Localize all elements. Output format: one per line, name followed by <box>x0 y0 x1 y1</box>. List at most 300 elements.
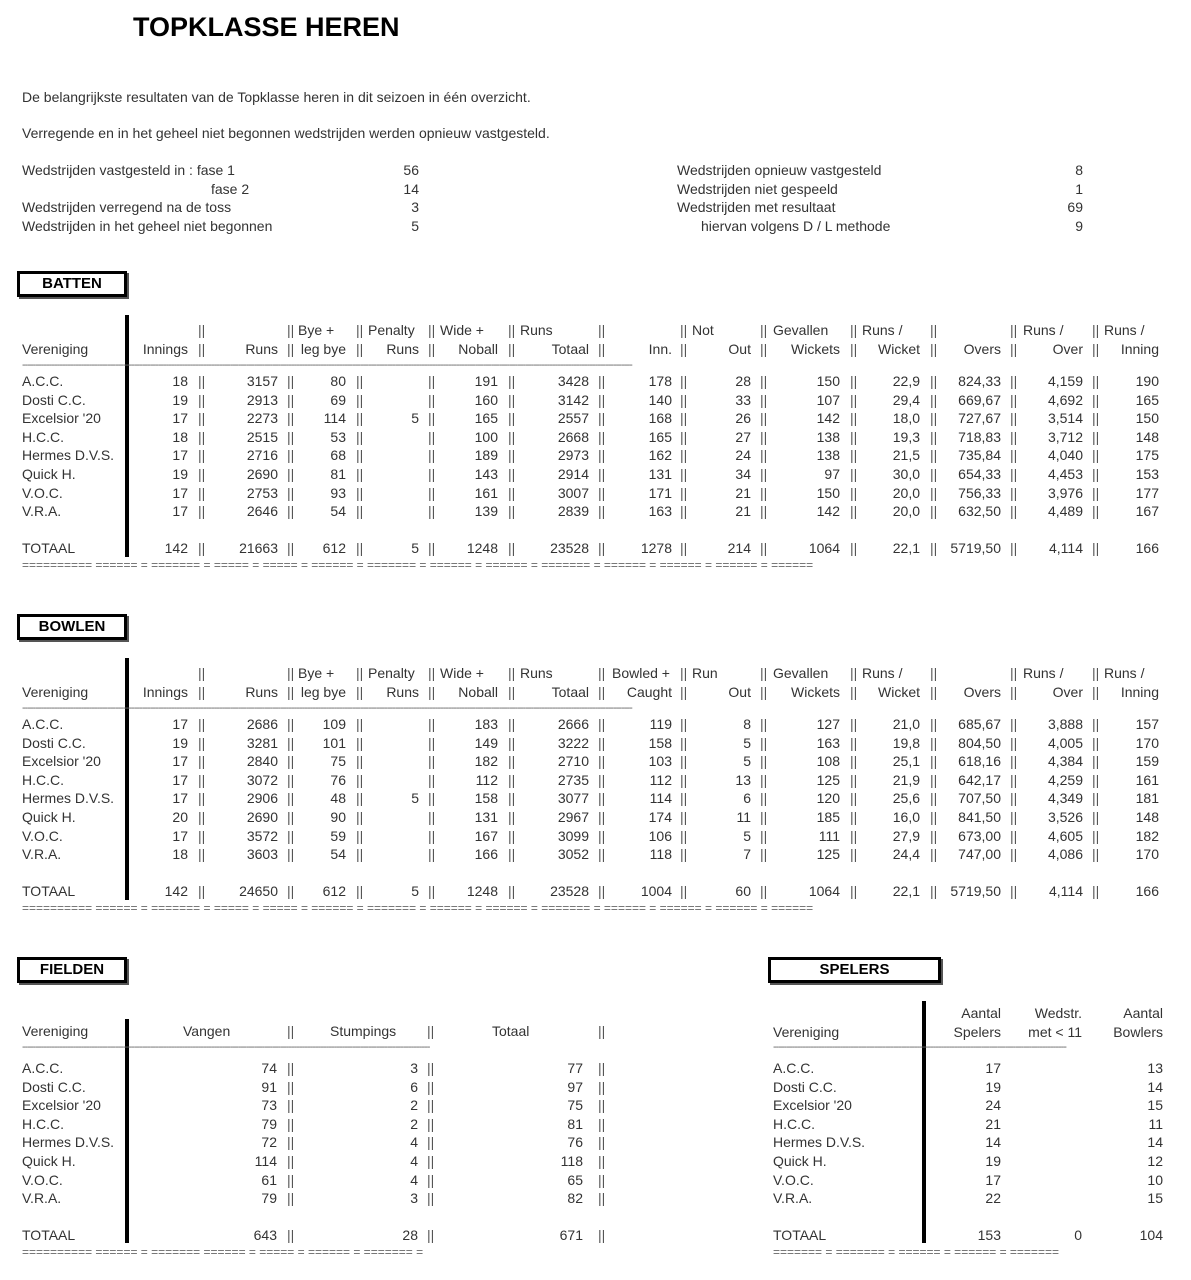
row-separator: || <box>850 809 858 825</box>
header-cell: Inning <box>1120 341 1159 357</box>
header-cell-top: Wedstr. <box>1034 1005 1082 1021</box>
row-separator: || <box>598 753 606 770</box>
table-row-value: 143 <box>474 466 498 482</box>
row-separator: || <box>598 809 606 825</box>
header-cell: Stumpings <box>330 1023 397 1039</box>
table-row-value: 20,0 <box>892 484 920 501</box>
row-separator: || <box>508 428 516 445</box>
row-separator: || <box>760 540 768 556</box>
row-separator: || <box>287 846 295 863</box>
table-row-value: 34 <box>735 466 751 482</box>
row-separator: || <box>198 883 206 899</box>
row-separator: || <box>427 1078 435 1095</box>
row-separator: || <box>287 1171 295 1188</box>
table-row-club: Excelsior '20 <box>22 1097 101 1114</box>
table-row-value: 108 <box>816 753 840 770</box>
row-separator: || <box>356 734 364 751</box>
row-separator: || <box>1010 466 1018 482</box>
stat-value: 1 <box>1075 180 1083 197</box>
header-separator: || <box>930 684 938 700</box>
row-separator: || <box>356 391 364 408</box>
table-row-value: 182 <box>474 753 498 770</box>
table-row-value: 2839 <box>557 503 589 520</box>
row-separator: || <box>598 373 606 389</box>
header-cell: Over <box>1052 341 1083 357</box>
total-row-value: 104 <box>1139 1227 1163 1243</box>
header-cell: Out <box>728 341 751 357</box>
table-row-value: 59 <box>330 827 346 844</box>
header-separator: || <box>428 684 436 700</box>
row-separator: || <box>598 1153 606 1169</box>
total-row-value: 1248 <box>466 883 498 899</box>
table-row-value: 14 <box>1147 1078 1163 1095</box>
row-separator: || <box>930 410 938 427</box>
table-row-value: 2668 <box>557 428 589 445</box>
table-row-value: 150 <box>1135 410 1159 427</box>
row-separator: || <box>427 1060 435 1076</box>
header-separator: || <box>1092 665 1100 681</box>
row-separator: || <box>598 771 606 788</box>
row-separator: || <box>680 734 688 751</box>
table-row-value: 74 <box>261 1060 277 1076</box>
row-separator: || <box>356 373 364 389</box>
table-row-value: 114 <box>254 1153 277 1169</box>
intro-line-1: De belangrijkste resultaten van de Topklasse heren in dit seizoen in één overzicht. <box>22 89 531 105</box>
row-separator: || <box>356 716 364 732</box>
table-row-club: Dosti C.C. <box>22 391 86 408</box>
table-row-club: A.C.C. <box>22 373 64 389</box>
row-separator: || <box>760 734 768 751</box>
table-row-value: 642,17 <box>958 771 1001 788</box>
table-row-value: 148 <box>1135 809 1159 825</box>
table-row-value: 161 <box>1135 771 1159 788</box>
table-row-value: 48 <box>330 790 346 807</box>
row-separator: || <box>680 827 688 844</box>
row-separator: || <box>1092 391 1100 408</box>
row-separator: || <box>198 790 206 807</box>
header-cell: Innings <box>142 684 188 700</box>
row-separator: || <box>930 846 938 863</box>
table-row-value: 747,00 <box>958 846 1001 863</box>
table-row-value: 4,040 <box>1047 447 1083 464</box>
table-row-value: 109 <box>322 716 346 732</box>
row-separator: || <box>1010 790 1018 807</box>
header-separator: || <box>930 322 938 338</box>
row-separator: || <box>287 410 295 427</box>
row-separator: || <box>930 447 938 464</box>
row-separator: || <box>680 883 688 899</box>
row-separator: || <box>508 809 516 825</box>
row-separator: || <box>428 846 436 863</box>
table-row-value: 148 <box>1135 428 1159 445</box>
row-separator: || <box>850 716 858 732</box>
stat-value: 8 <box>1075 162 1083 178</box>
total-row-value: 612 <box>322 540 346 556</box>
header-cell: Wicket <box>878 341 920 357</box>
total-row-club: TOTAAL <box>22 883 76 899</box>
total-row-value: 22,1 <box>892 540 920 556</box>
table-row-value: 119 <box>649 716 672 732</box>
row-separator: || <box>356 540 364 556</box>
table-row-value: 21,0 <box>892 716 920 732</box>
table-row-value: 18 <box>172 846 188 863</box>
row-separator: || <box>680 540 688 556</box>
table-row-value: 170 <box>1135 734 1159 751</box>
total-row-value: 1004 <box>640 883 672 899</box>
table-row-value: 30,0 <box>892 466 920 482</box>
stat-label: fase 2 <box>211 180 250 197</box>
table-row-club: Quick H. <box>22 1153 76 1169</box>
row-separator: || <box>760 410 768 427</box>
row-separator: || <box>1092 753 1100 770</box>
row-separator: || <box>1010 484 1018 501</box>
row-separator: || <box>287 466 295 482</box>
stat-label: Wedstrijden met resultaat <box>677 199 836 215</box>
row-separator: || <box>680 809 688 825</box>
table-row-value: 142 <box>816 410 840 427</box>
header-cell: Vereniging <box>22 1023 89 1039</box>
header-cell-top: Gevallen <box>773 665 829 681</box>
row-separator: || <box>198 391 206 408</box>
header-cell: Totaal <box>551 684 589 700</box>
table-row-value: 112 <box>475 771 498 788</box>
row-separator: || <box>1010 540 1018 556</box>
row-separator: || <box>930 466 938 482</box>
header-separator: || <box>287 684 295 700</box>
header-separator: || <box>850 322 858 338</box>
table-row-value: 20,0 <box>892 503 920 520</box>
row-separator: || <box>850 883 858 899</box>
table-row-value: 178 <box>648 373 672 389</box>
header-cell-top: Runs <box>520 322 553 338</box>
header-cell: Bowlers <box>1113 1024 1163 1040</box>
header-separator: || <box>1092 684 1100 700</box>
row-separator: || <box>1010 447 1018 464</box>
row-separator: || <box>850 771 858 788</box>
table-row-value: 2710 <box>557 753 589 770</box>
row-separator: || <box>598 540 606 556</box>
table-row-value: 756,33 <box>958 484 1001 501</box>
table-row-value: 131 <box>474 809 498 825</box>
table-row-club: H.C.C. <box>22 1115 64 1132</box>
row-separator: || <box>287 1190 295 1207</box>
row-separator: || <box>508 734 516 751</box>
row-separator: || <box>680 447 688 464</box>
header-separator: || <box>1010 341 1018 357</box>
row-separator: || <box>850 790 858 807</box>
table-row-value: 22 <box>985 1190 1001 1207</box>
table-row-value: 21 <box>985 1115 1001 1132</box>
row-separator: || <box>1010 373 1018 389</box>
row-separator: || <box>850 734 858 751</box>
row-separator: || <box>1092 734 1100 751</box>
table-row-value: 75 <box>330 753 346 770</box>
total-row-value: 612 <box>322 883 346 899</box>
header-cell-top: Runs / <box>1104 665 1145 681</box>
row-separator: || <box>428 410 436 427</box>
table-row-value: 68 <box>330 447 346 464</box>
row-separator: || <box>428 790 436 807</box>
table-row-value: 735,84 <box>958 447 1001 464</box>
row-separator: || <box>508 827 516 844</box>
stat-value: 56 <box>403 162 419 178</box>
table-row-value: 24 <box>985 1097 1001 1114</box>
dash-rule: -------------------------------------------------------------------------------------------------------------- <box>773 1041 1066 1053</box>
row-separator: || <box>508 771 516 788</box>
header-cell-top: Runs / <box>862 665 903 681</box>
row-separator: || <box>356 484 364 501</box>
row-separator: || <box>198 503 206 520</box>
row-separator: || <box>1010 734 1018 751</box>
stat-value: 5 <box>411 217 419 234</box>
total-row-value: 5719,50 <box>950 883 1001 899</box>
header-separator: || <box>356 322 364 338</box>
table-row-club: V.O.C. <box>22 827 63 844</box>
header-cell: Totaal <box>492 1023 530 1039</box>
table-row-value: 82 <box>567 1190 583 1207</box>
table-row-club: V.R.A. <box>22 1190 62 1207</box>
row-separator: || <box>850 484 858 501</box>
row-separator: || <box>198 846 206 863</box>
row-separator: || <box>680 771 688 788</box>
row-separator: || <box>680 391 688 408</box>
header-cell-top: Gevallen <box>773 322 829 338</box>
table-row-value: 3 <box>410 1060 418 1076</box>
row-separator: || <box>287 753 295 770</box>
row-separator: || <box>1010 716 1018 732</box>
row-separator: || <box>427 1097 435 1114</box>
table-row-value: 3157 <box>246 373 278 389</box>
table-row-value: 91 <box>261 1078 277 1095</box>
row-separator: || <box>930 790 938 807</box>
table-row-value: 183 <box>474 716 498 732</box>
row-separator: || <box>356 428 364 445</box>
table-row-value: 61 <box>261 1171 277 1188</box>
table-row-value: 125 <box>816 771 840 788</box>
header-separator: || <box>1092 322 1100 338</box>
bowlen-section-label: BOWLEN <box>17 614 127 640</box>
table-row-value: 76 <box>567 1134 583 1151</box>
row-separator: || <box>428 827 436 844</box>
table-row-value: 25,1 <box>892 753 920 770</box>
row-separator: || <box>198 771 206 788</box>
row-separator: || <box>598 1171 606 1188</box>
row-separator: || <box>287 1078 295 1095</box>
table-row-value: 2973 <box>557 447 589 464</box>
header-separator: || <box>508 341 516 357</box>
table-row-value: 3,712 <box>1047 428 1083 445</box>
header-cell: leg bye <box>300 684 346 700</box>
table-row-value: 131 <box>648 466 672 482</box>
table-row-value: 15 <box>1147 1097 1163 1114</box>
table-row-value: 2690 <box>246 466 278 482</box>
table-row-club: Dosti C.C. <box>773 1078 837 1095</box>
table-row-value: 3099 <box>557 827 589 844</box>
header-cell-top: Aantal <box>961 1005 1001 1021</box>
table-row-value: 17 <box>172 753 188 770</box>
row-separator: || <box>428 447 436 464</box>
row-separator: || <box>1092 540 1100 556</box>
row-separator: || <box>760 428 768 445</box>
row-separator: || <box>198 827 206 844</box>
row-separator: || <box>508 790 516 807</box>
row-separator: || <box>356 790 364 807</box>
table-row-value: 4,159 <box>1047 373 1083 389</box>
stat-value: 9 <box>1075 217 1083 234</box>
header-cell-top: Runs <box>520 665 553 681</box>
row-separator: || <box>680 753 688 770</box>
header-cell-top: Bye + <box>298 665 335 681</box>
row-separator: || <box>508 373 516 389</box>
table-row-value: 185 <box>816 809 840 825</box>
table-row-value: 2 <box>410 1115 418 1132</box>
row-separator: || <box>850 373 858 389</box>
table-row-club: V.R.A. <box>22 503 62 520</box>
row-separator: || <box>287 883 295 899</box>
header-separator: || <box>930 341 938 357</box>
row-separator: || <box>198 484 206 501</box>
header-separator: || <box>598 341 606 357</box>
table-row-value: 3603 <box>246 846 278 863</box>
row-separator: || <box>760 809 768 825</box>
header-separator: || <box>508 665 516 681</box>
stat-label: Wedstrijden niet gespeeld <box>677 180 838 197</box>
total-row-value: 1064 <box>808 540 840 556</box>
table-row-value: 21 <box>735 503 751 520</box>
header-separator: || <box>198 341 206 357</box>
header-cell: Caught <box>626 684 672 700</box>
row-separator: || <box>428 716 436 732</box>
row-separator: || <box>1092 716 1100 732</box>
table-row-value: 3428 <box>557 373 589 389</box>
row-separator: || <box>508 883 516 899</box>
row-separator: || <box>427 1171 435 1188</box>
row-separator: || <box>930 391 938 408</box>
header-cell: Wickets <box>791 341 840 357</box>
table-row-club: Hermes D.V.S. <box>22 447 115 464</box>
table-row-value: 2690 <box>246 809 278 825</box>
table-row-value: 142 <box>816 503 840 520</box>
row-separator: || <box>427 1115 435 1132</box>
table-row-value: 3,888 <box>1047 716 1083 732</box>
row-separator: || <box>930 540 938 556</box>
table-row-value: 22,9 <box>892 373 920 389</box>
table-row-value: 81 <box>567 1115 583 1132</box>
table-row-value: 111 <box>818 827 840 844</box>
stat-label: Wedstrijden verregend na de toss <box>22 199 232 215</box>
table-row-club: Hermes D.V.S. <box>773 1134 866 1151</box>
table-row-value: 3,514 <box>1047 410 1083 427</box>
header-cell-top: Not <box>692 322 714 338</box>
table-row-value: 150 <box>816 373 840 389</box>
table-row-value: 4,086 <box>1047 846 1083 863</box>
total-row-value: 23528 <box>550 883 589 899</box>
row-separator: || <box>287 484 295 501</box>
table-row-value: 138 <box>816 428 840 445</box>
total-row-value: 24650 <box>239 883 278 899</box>
table-row-value: 97 <box>824 466 840 482</box>
table-row-value: 161 <box>474 484 498 501</box>
table-row-value: 2753 <box>246 484 278 501</box>
table-row-value: 79 <box>261 1190 277 1207</box>
header-cell-top: Wide + <box>440 665 484 681</box>
table-row-value: 3281 <box>246 734 278 751</box>
table-row-value: 21 <box>735 484 751 501</box>
row-separator: || <box>356 809 364 825</box>
table-row-value: 5 <box>411 410 419 427</box>
table-row-value: 189 <box>474 447 498 464</box>
table-row-value: 191 <box>474 373 498 389</box>
total-row-value: 0 <box>1074 1227 1082 1243</box>
header-separator: || <box>1010 684 1018 700</box>
table-row-value: 618,16 <box>958 753 1001 770</box>
row-separator: || <box>428 503 436 520</box>
row-separator: || <box>760 391 768 408</box>
total-row-club: TOTAAL <box>773 1227 827 1243</box>
table-row-value: 158 <box>648 734 672 751</box>
row-separator: || <box>1092 484 1100 501</box>
row-separator: || <box>598 1190 606 1207</box>
stat-label: hiervan volgens D / L methode <box>701 217 891 234</box>
table-row-value: 4,453 <box>1047 466 1083 482</box>
row-separator: || <box>850 466 858 482</box>
table-row-value: 166 <box>474 846 498 863</box>
row-separator: || <box>198 466 206 482</box>
table-row-value: 8 <box>743 716 751 732</box>
row-separator: || <box>598 846 606 863</box>
table-row-value: 18 <box>172 373 188 389</box>
table-row-value: 632,50 <box>958 503 1001 520</box>
row-separator: || <box>508 716 516 732</box>
row-separator: || <box>427 1227 435 1243</box>
table-row-value: 2840 <box>246 753 278 770</box>
row-separator: || <box>1092 809 1100 825</box>
row-separator: || <box>287 1115 295 1132</box>
header-separator: || <box>598 665 606 681</box>
table-row-value: 727,67 <box>958 410 1001 427</box>
header-separator: || <box>850 665 858 681</box>
table-row-value: 165 <box>474 410 498 427</box>
row-separator: || <box>1092 790 1100 807</box>
row-separator: || <box>680 716 688 732</box>
row-separator: || <box>850 410 858 427</box>
header-cell-top: Bye + <box>298 322 335 338</box>
row-separator: || <box>598 1115 606 1132</box>
row-separator: || <box>287 1153 295 1169</box>
row-separator: || <box>198 753 206 770</box>
header-vereniging: Vereniging <box>22 684 89 700</box>
row-separator: || <box>1092 373 1100 389</box>
table-row-value: 107 <box>816 391 840 408</box>
table-row-club: V.O.C. <box>773 1171 814 1188</box>
row-separator: || <box>428 373 436 389</box>
row-separator: || <box>198 809 206 825</box>
table-row-value: 114 <box>323 410 346 427</box>
header-separator: || <box>287 1023 295 1039</box>
row-separator: || <box>760 466 768 482</box>
row-separator: || <box>760 827 768 844</box>
table-row-value: 3052 <box>557 846 589 863</box>
table-row-value: 11 <box>736 809 751 825</box>
table-row-value: 15 <box>1147 1190 1163 1207</box>
table-row-value: 29,4 <box>892 391 920 408</box>
table-row-value: 118 <box>560 1153 583 1169</box>
row-separator: || <box>930 827 938 844</box>
row-separator: || <box>427 1134 435 1151</box>
table-row-value: 17 <box>172 827 188 844</box>
table-row-value: 2967 <box>557 809 589 825</box>
row-separator: || <box>598 410 606 427</box>
